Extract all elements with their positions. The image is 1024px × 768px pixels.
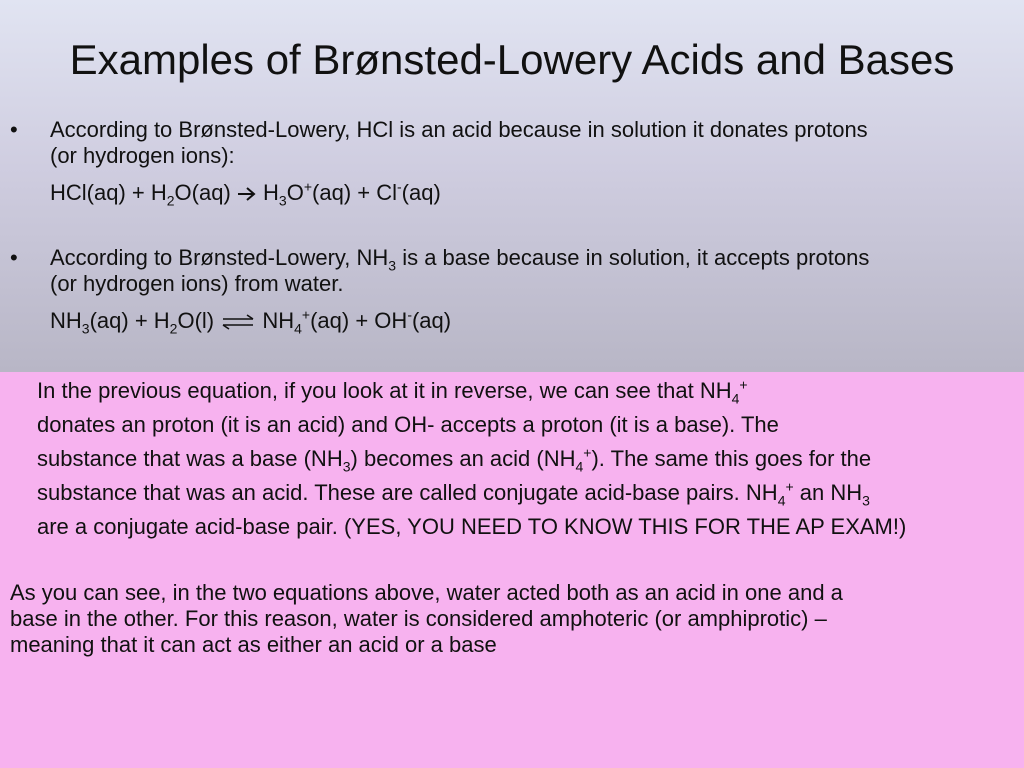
bullet-text-line: (or hydrogen ions) from water. — [50, 271, 344, 296]
equation-hcl: $HCl(aq) + H_2O(aq) H_3O^+(aq) + Cl^-(aq)$ — [50, 178, 441, 209]
paragraph-line: base in the other. For this reason, water is considered amphoteric (or amphiprotic) – — [10, 606, 827, 631]
bullet-hcl-acid — [10, 117, 1016, 169]
conjugate-pairs-paragraph — [37, 374, 1021, 544]
bullet-marker: • — [10, 117, 18, 142]
slide-title: Examples of Brønsted-Lowery Acids and Bases — [69, 36, 955, 83]
amphoteric-paragraph — [10, 580, 1010, 658]
bullet-text-line: According to Brønsted-Lowery, $NH_3$ is a base because in solution, it accepts protons — [50, 245, 870, 274]
bullet-text-line: According to Brønsted-Lowery, HCl is an acid because in solution it donates protons — [50, 117, 868, 142]
bullet-marker: • — [10, 245, 18, 270]
paragraph-line: As you can see, in the two equations above, water acted both as an acid in one and a — [10, 580, 843, 605]
paragraph-line: are a conjugate acid-base pair. (YES, YOU NEED TO KNOW THIS FOR THE AP EXAM!) — [37, 514, 907, 539]
paragraph-line: In the previous equation, if you look at it in reverse, we can see that $NH_4^+$ — [37, 376, 748, 407]
paragraph-line: meaning that it can act as either an acid or a base — [10, 632, 497, 657]
paragraph-line: substance that was a base $(NH_3)$ becomes an acid $(NH_4^+)$. The same this goes for the — [37, 444, 872, 475]
bullet-nh3-base — [10, 245, 1016, 297]
paragraph-line: donates an proton (it is an acid) and OH- accepts a proton (it is a base). The — [37, 412, 779, 437]
equation-nh3: $NH_3(aq) + H_2O(l) NH_4^+(aq) + OH^-(aq)$ — [50, 306, 452, 337]
paragraph-line: substance that was an acid. These are called conjugate acid-base pairs. $NH_4^+$ an $NH_3$ — [37, 478, 870, 509]
bullet-text-line: (or hydrogen ions): — [50, 143, 235, 168]
equilibrium-arrow-icon — [220, 308, 256, 334]
right-arrow-icon — [237, 180, 257, 206]
